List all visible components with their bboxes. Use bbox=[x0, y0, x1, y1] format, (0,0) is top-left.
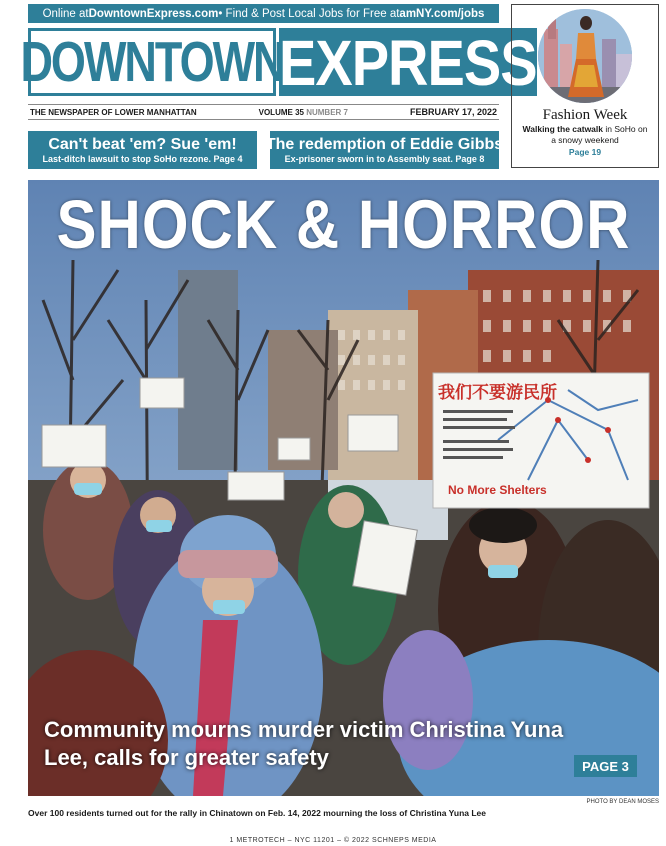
fashion-text bbox=[521, 124, 649, 146]
cover-headline: SHOCK & HORROR bbox=[56, 185, 631, 264]
promo-bar bbox=[28, 4, 499, 23]
footer: 1 METROTECH – NYC 11201 – © 2022 SCHNEPS MEDIA bbox=[229, 837, 437, 844]
jobs-link[interactable]: amNY.com/jobs bbox=[399, 7, 485, 20]
masthead-downtown: DOWNTOWN bbox=[20, 29, 284, 94]
cover-photo bbox=[28, 180, 659, 796]
tagline: THE NEWSPAPER OF LOWER MANHATTAN bbox=[30, 107, 197, 117]
issue-number: NUMBER 7 bbox=[306, 107, 348, 117]
masthead-express: EXPRESS bbox=[279, 25, 537, 99]
teaser-eddie-gibbs[interactable] bbox=[265, 131, 504, 169]
info-line bbox=[28, 104, 499, 120]
volume: VOLUME 35 bbox=[258, 107, 304, 117]
masthead bbox=[20, 25, 537, 99]
teaser-subtitle: Ex-prisoner sworn in to Assembly seat. Page 8 bbox=[284, 153, 485, 164]
teaser-title: The redemption of Eddie Gibbs bbox=[265, 135, 504, 153]
volume-number bbox=[259, 108, 348, 117]
teaser-title: Can't beat 'em? Sue 'em! bbox=[48, 135, 237, 153]
issue-date: FEBRUARY 17, 2022 bbox=[409, 107, 497, 117]
promo-middle: • Find & Post Local Jobs for Free at bbox=[218, 7, 400, 20]
fashion-photo bbox=[538, 9, 632, 103]
photo-credit: PHOTO BY DEAN MOSES bbox=[586, 799, 659, 805]
sign-chinese-text: 我们不要游民所 bbox=[438, 383, 557, 403]
site-link[interactable]: DowntownExpress.com bbox=[88, 7, 219, 20]
fashion-text-bold: Walking the catwalk bbox=[522, 124, 604, 134]
fashion-week-promo[interactable] bbox=[511, 4, 659, 168]
fashion-title: Fashion Week bbox=[542, 107, 628, 123]
masthead-left-block bbox=[20, 28, 284, 96]
fashion-text-rest: in SoHo on a snowy weekend bbox=[551, 124, 648, 145]
page-tag-button[interactable]: PAGE 3 bbox=[574, 755, 637, 777]
masthead-right-block bbox=[279, 25, 537, 99]
cover-deck: Community mourns murder victim Christina Yuna Lee, calls for greater safety bbox=[44, 717, 564, 770]
teaser-lawsuit[interactable] bbox=[28, 131, 257, 169]
fashion-page-ref: Page 19 bbox=[568, 147, 602, 157]
sign-english-text: No More Shelters bbox=[448, 483, 547, 497]
photo-caption: Over 100 residents turned out for the rally in Chinatown on Feb. 14, 2022 mourning the loss of Christina Yuna Lee bbox=[28, 808, 486, 818]
promo-prefix: Online at bbox=[42, 7, 89, 20]
teaser-subtitle: Last-ditch lawsuit to stop SoHo rezone. Page 4 bbox=[42, 153, 243, 164]
